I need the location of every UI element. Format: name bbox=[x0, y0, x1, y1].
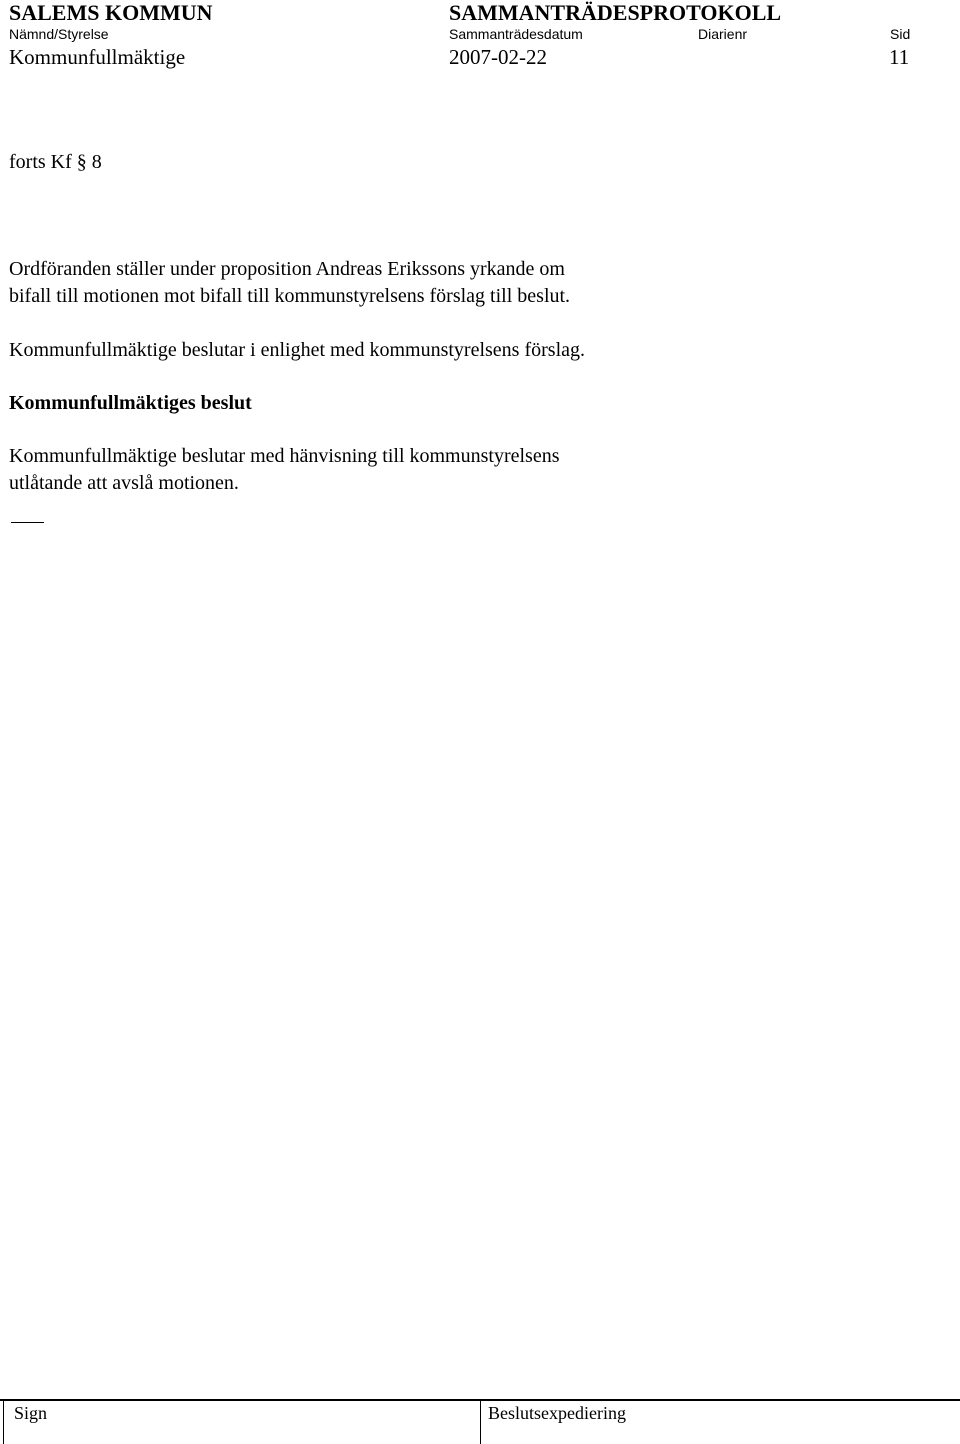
decision-heading: Kommunfullmäktiges beslut bbox=[9, 392, 252, 414]
organization-name: SALEMS KOMMUN bbox=[9, 0, 213, 25]
committee-value: Kommunfullmäktige bbox=[9, 45, 186, 69]
page-number: 11 bbox=[889, 45, 910, 69]
document-type: SAMMANTRÄDESPROTOKOLL bbox=[449, 0, 782, 25]
footer-signature-table bbox=[0, 1399, 960, 1444]
expedition-cell bbox=[481, 1401, 960, 1444]
decision-paragraph: Kommunfullmäktige beslutar i enlighet med kommunstyrelsens förslag. bbox=[9, 339, 586, 361]
meeting-date-label: Sammanträdesdatum bbox=[449, 26, 583, 42]
page-label: Sid bbox=[890, 26, 911, 42]
proposition-paragraph: Ordföranden ställer under proposition Andreas Erikssons yrkande om bifall till motionen mot bifall till kommunstyrelsens förslag till beslut. bbox=[9, 258, 571, 307]
continuation-reference: forts Kf § 8 bbox=[9, 151, 102, 173]
registry-number-label: Diarienr bbox=[698, 26, 748, 42]
end-marker-line bbox=[11, 522, 44, 523]
meeting-date-value: 2007-02-22 bbox=[449, 45, 547, 69]
committee-label: Nämnd/Styrelse bbox=[9, 26, 109, 42]
sign-label: Sign bbox=[14, 1403, 48, 1423]
decision-text: Kommunfullmäktige beslutar med hänvisning till kommunstyrelsens utlåtande att avslå motionen. bbox=[9, 445, 560, 494]
sign-cell bbox=[3, 1401, 481, 1444]
expedition-label: Beslutsexpediering bbox=[488, 1403, 626, 1423]
